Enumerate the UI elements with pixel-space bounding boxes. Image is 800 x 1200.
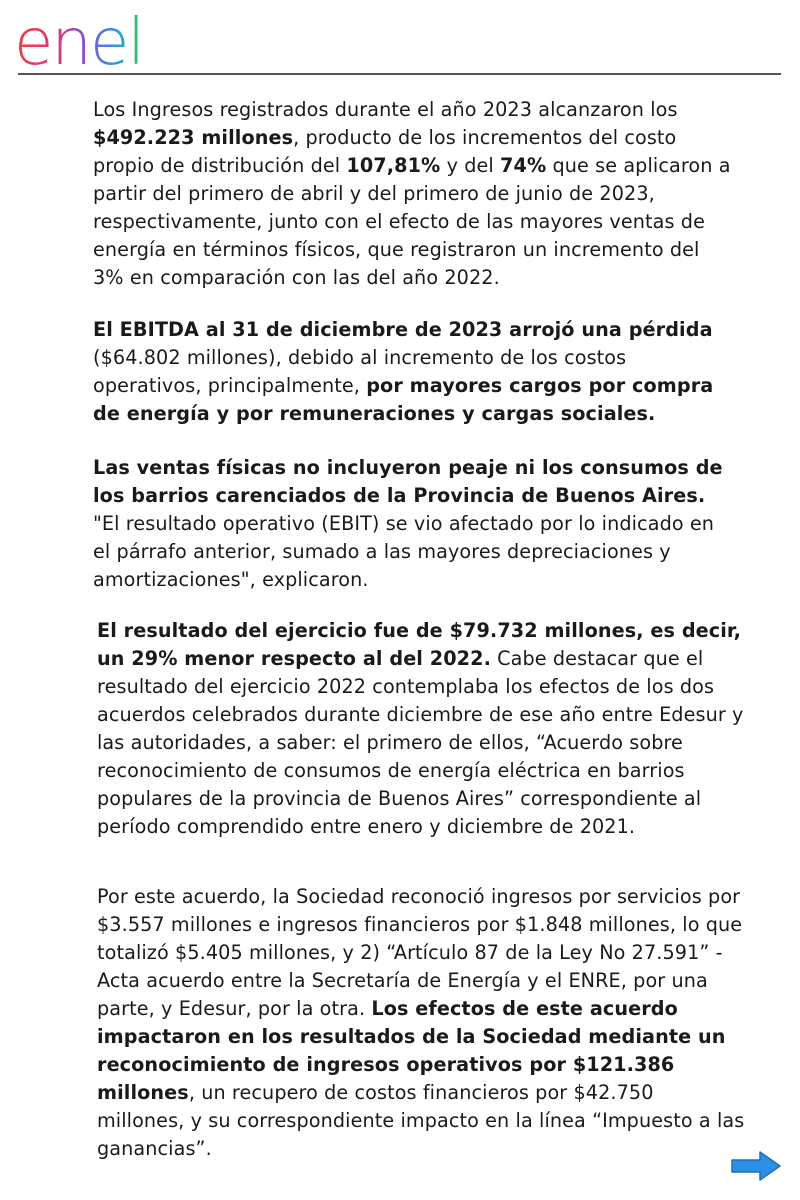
bold-span: 74% [500, 154, 547, 177]
text-span: , producto de los incrementos del costo propio de distribución del [93, 126, 677, 177]
bold-span: Las ventas físicas no incluyeron peaje ni los consumos de los barrios carenciados de la Provincia de Buenos Aires. [93, 456, 723, 507]
bold-span: El resultado del ejercicio fue de $79.732 millones, es decir, un 29% menor respecto al del 2022. [97, 619, 742, 670]
text-span: Los Ingresos registrados durante el año 2023 alcanzaron los [93, 98, 678, 121]
header-divider [18, 73, 781, 75]
arrow-right-icon[interactable] [730, 1150, 782, 1182]
text-span: Cabe destacar que el resultado del ejercicio 2022 contemplaba los efectos de los dos acuerdos celebrados durante diciembre de ese año entre Edesur y las autoridades, a saber: el primero de ellos, “Acuerdo sobre reconocimiento de consumos de energía eléctrica en barrios populares de la provincia de Buenos Aires” correspondiente al período comprendido entre enero y diciembre de 2021. [97, 647, 744, 838]
bold-span: Los efectos de este acuerdo impactaron en los resultados de la Sociedad mediante un reconocimiento de ingresos operativos por $121.386 millones [97, 997, 726, 1104]
paragraph-revenue [93, 96, 733, 292]
bold-span: El EBITDA al 31 de diciembre de 2023 arrojó una pérdida [93, 318, 713, 341]
header [0, 0, 800, 76]
paragraph-ebitda [93, 316, 733, 428]
text-span: , un recupero de costos financieros por $42.750 millones, y su correspondiente impacto en la línea “Impuesto a las ganancias”. [97, 1081, 745, 1160]
bold-span: por mayores cargos por compra de energía y por remuneraciones y cargas sociales. [93, 374, 714, 425]
text-span: que se aplicaron a partir del primero de abril y del primero de junio de 2023, respectivamente, junto con el efecto de las mayores ventas de energía en términos físicos, que registraron un incremento del 3% en comparación con las del año 2022. [93, 154, 731, 289]
paragraph-sales [93, 454, 733, 594]
text-span: ($64.802 millones), debido al incremento de los costos operativos, principalmente, [93, 346, 627, 397]
enel-logo [14, 6, 184, 70]
text-span: y del [440, 154, 501, 177]
text-span: Por este acuerdo, la Sociedad reconoció ingresos por servicios por $3.557 millones e ingresos financieros por $1.848 millones, lo que totalizó $5.405 millones, y 2) “Artículo 87 de la Ley No 27.591” - Acta acuerdo entre la Secretaría de Energía y el ENRE, por una parte, y Edesur, por la otra. [97, 885, 743, 1020]
paragraph-agreement [97, 883, 747, 1163]
bold-span: $492.223 millones [93, 126, 294, 149]
bold-span: 107,81% [346, 154, 441, 177]
paragraph-result [97, 617, 747, 841]
text-span: "El resultado operativo (EBIT) se vio afectado por lo indicado en el párrafo anterior, sumado a las mayores depreciaciones y amortizaciones", explicaron. [93, 512, 715, 591]
svg-text:enel: enel [14, 6, 144, 70]
